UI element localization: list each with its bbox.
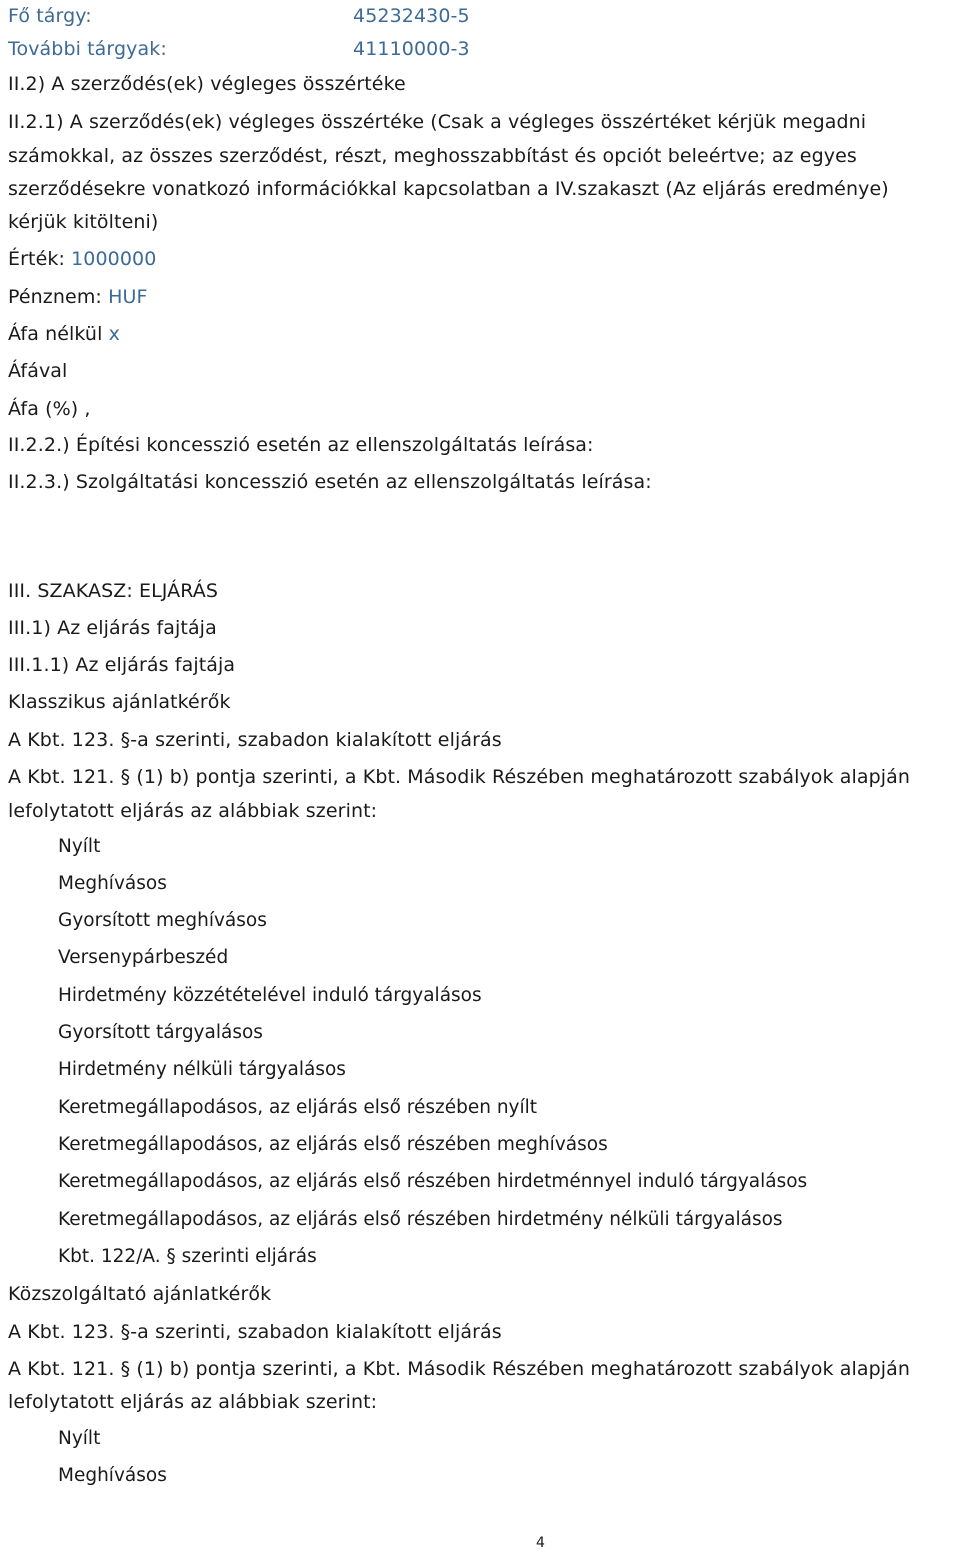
additional-subjects-value: 41110000-3 <box>353 38 470 60</box>
procedure-option: Keretmegállapodásos, az eljárás első részében hirdetménnyel induló tárgyalásos <box>58 1171 808 1192</box>
kbt123-procedure-a: A Kbt. 123. §-a szerinti, szabadon kialakított eljárás <box>8 729 502 751</box>
kbt123-procedure-b: A Kbt. 123. §-a szerinti, szabadon kialakított eljárás <box>8 1321 502 1343</box>
ii23-heading: II.2.3.) Szolgáltatási koncesszió esetén az ellenszolgáltatás leírása: <box>8 471 652 493</box>
without-vat-label: Áfa nélkül <box>8 323 103 345</box>
main-subject-label: Fő tárgy: <box>8 5 92 27</box>
section-ii2-title: II.2) A szerződés(ek) végleges összértéke <box>8 73 406 95</box>
value-row <box>8 247 156 271</box>
main-subject-value: 45232430-5 <box>353 5 470 27</box>
procedure-option: Keretmegállapodásos, az eljárás első részében hirdetmény nélküli tárgyalásos <box>58 1209 783 1230</box>
kbt121-line-2-a: lefolytatott eljárás az alábbiak szerint: <box>8 800 378 822</box>
procedure-option: Hirdetmény nélküli tárgyalásos <box>58 1059 346 1080</box>
ii21-para-line-4: kérjük kitölteni) <box>8 211 159 233</box>
kbt121-line-1-a: A Kbt. 121. § (1) b) pontja szerinti, a Kbt. Második Részében meghatározott szabályok alapján <box>8 766 911 788</box>
procedure-option: Versenypárbeszéd <box>58 947 229 968</box>
procedure-option: Gyorsított tárgyalásos <box>58 1022 263 1043</box>
procedure-option: Nyílt <box>58 1428 101 1449</box>
iii11-heading: III.1.1) Az eljárás fajtája <box>8 654 236 676</box>
currency-label: Pénznem: <box>8 286 102 308</box>
page-number: 4 <box>536 1535 545 1551</box>
currency-value: HUF <box>108 286 148 308</box>
classic-contracting-authorities: Klasszikus ajánlatkérők <box>8 691 231 713</box>
procedure-option: Keretmegállapodásos, az eljárás első részében nyílt <box>58 1097 538 1118</box>
ii21-para-line-2: számokkal, az összes szerződést, részt, meghosszabbítást és opciót beleértve; az egyes <box>8 145 857 167</box>
main-subject-row <box>8 4 470 28</box>
value-amount: 1000000 <box>71 248 157 270</box>
additional-subjects-row <box>8 37 470 61</box>
kbt121-line-2-b: lefolytatott eljárás az alábbiak szerint: <box>8 1391 378 1413</box>
procedure-option: Nyílt <box>58 836 101 857</box>
ii21-para-line-3: szerződésekre vonatkozó információkkal kapcsolatban a IV.szakaszt (Az eljárás eredménye) <box>8 178 889 200</box>
procedure-option: Kbt. 122/A. § szerinti eljárás <box>58 1246 317 1267</box>
currency-row <box>8 285 148 309</box>
utility-contracting-entities: Közszolgáltató ajánlatkérők <box>8 1283 272 1305</box>
value-label: Érték: <box>8 248 65 270</box>
section-iii-title: III. SZAKASZ: ELJÁRÁS <box>8 580 219 602</box>
procedure-option: Meghívásos <box>58 1465 167 1486</box>
procedure-option: Meghívásos <box>58 873 167 894</box>
procedure-option: Keretmegállapodásos, az eljárás első részében meghívásos <box>58 1134 608 1155</box>
ii21-para-line-1: II.2.1) A szerződés(ek) végleges összértéke (Csak a végleges összértéket kérjük megadni <box>8 111 867 133</box>
procedure-option: Gyorsított meghívásos <box>58 910 267 931</box>
iii1-heading: III.1) Az eljárás fajtája <box>8 617 217 639</box>
additional-subjects-label: További tárgyak: <box>8 38 167 60</box>
with-vat-label: Áfával <box>8 360 68 382</box>
vat-percent-label: Áfa (%) , <box>8 398 91 420</box>
procedure-option: Hirdetmény közzétételével induló tárgyalásos <box>58 985 482 1006</box>
ii22-heading: II.2.2.) Építési koncesszió esetén az ellenszolgáltatás leírása: <box>8 434 594 456</box>
without-vat-row <box>8 322 120 346</box>
without-vat-mark: x <box>108 323 120 345</box>
kbt121-line-1-b: A Kbt. 121. § (1) b) pontja szerinti, a Kbt. Második Részében meghatározott szabályok alapján <box>8 1358 911 1380</box>
